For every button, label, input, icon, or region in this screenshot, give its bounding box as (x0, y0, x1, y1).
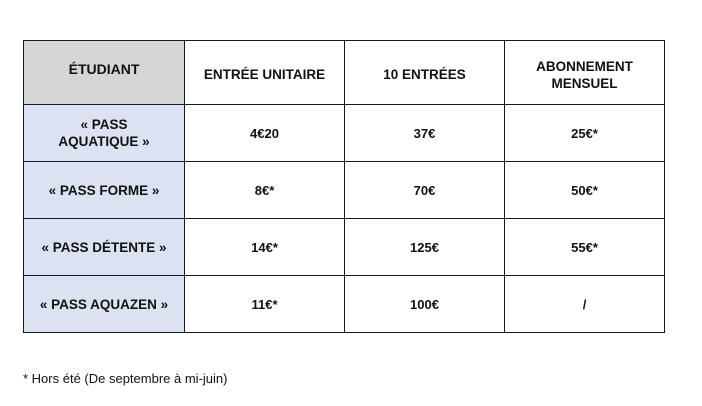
row-label-pass-aquazen: « PASS AQUAZEN » (24, 276, 185, 333)
table-row (24, 219, 665, 276)
column-header-entree-unitaire: ENTRÉE UNITAIRE (185, 41, 345, 105)
table-header-row (24, 41, 665, 105)
table-cell: 125€ (345, 219, 505, 276)
table-cell: 100€ (345, 276, 505, 333)
row-label-pass-detente: « PASS DÉTENTE » (24, 219, 185, 276)
column-header-10-entrees: 10 ENTRÉES (345, 41, 505, 105)
row-label-pass-aquatique: « PASS AQUATIQUE » (24, 105, 185, 162)
column-header-abonnement-mensuel: ABONNEMENT MENSUEL (505, 41, 665, 105)
table-cell: 11€* (185, 276, 345, 333)
table-row (24, 276, 665, 333)
table-row (24, 162, 665, 219)
table-cell: 14€* (185, 219, 345, 276)
table-cell: 8€* (185, 162, 345, 219)
table-cell: / (505, 276, 665, 333)
row-label-pass-forme: « PASS FORME » (24, 162, 185, 219)
pricing-table (23, 40, 665, 333)
table-cell: 50€* (505, 162, 665, 219)
footnote: * Hors été (De septembre à mi-juin) (23, 371, 228, 386)
table-cell: 4€20 (185, 105, 345, 162)
table-cell: 37€ (345, 105, 505, 162)
table-cell: 55€* (505, 219, 665, 276)
table-cell: 70€ (345, 162, 505, 219)
table-row (24, 105, 665, 162)
corner-header-etudiant: ÉTUDIANT (24, 41, 185, 105)
table-cell: 25€* (505, 105, 665, 162)
